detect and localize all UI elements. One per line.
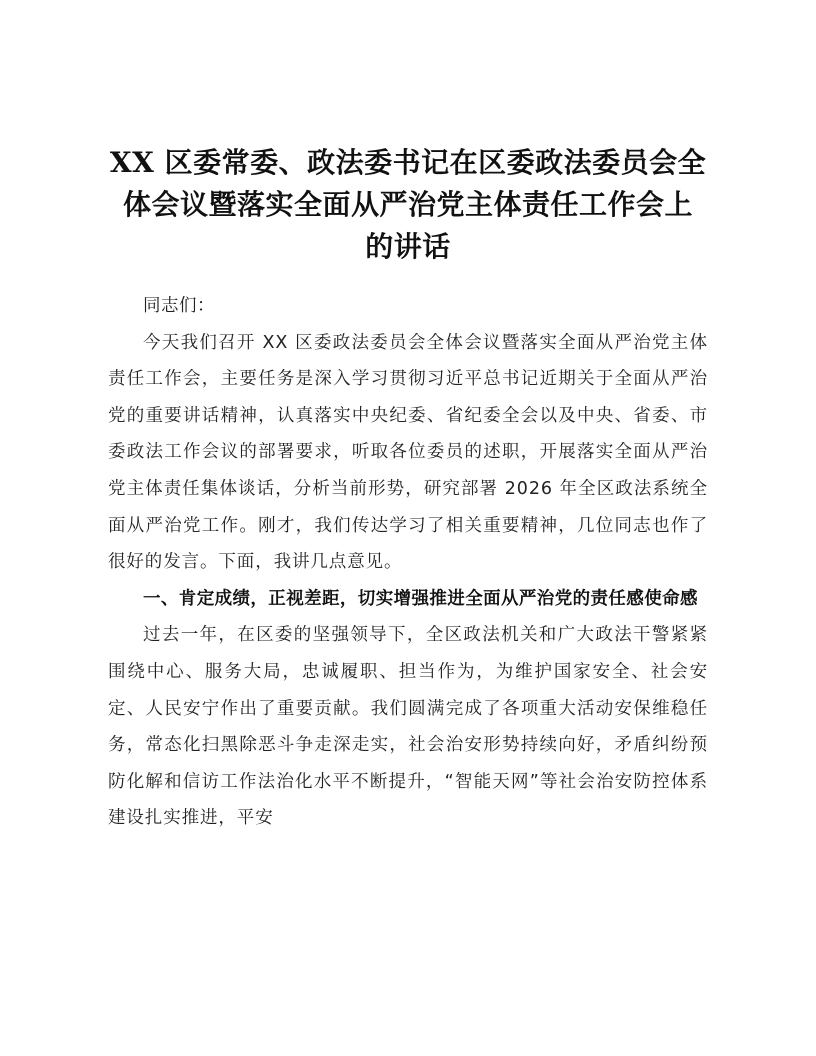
- title-line-3: 的讲话: [365, 230, 451, 263]
- salutation: 同志们：: [143, 296, 215, 316]
- paragraph-intro: 今天我们召开 XX 区委政法委员会全体会议暨落实全面从严治党主体责任工作会，主要任务是深入学习贯彻习近平总书记近期关于全面从严治党的重要讲话精神，认真落实中央纪委、省纪委全会以及中央、省委、市委政法工作会议的部署要求，听取各位委员的述职，开展落实全面从严治党主体责任集体谈话，分析当前形势，研究部署 2026 年全区政法系统全面从严治党工作。刚才，我们传达学习了相关重要精神，几位同志也作了很好的发言。下面，我讲几点意见。: [108, 332, 708, 573]
- title-line-2: 体会议暨落实全面从严治党主体责任工作会上: [122, 188, 693, 221]
- title-line-1: XX 区委常委、政法委书记在区委政法委员会全: [109, 146, 707, 179]
- document-body: [108, 288, 708, 837]
- paragraph-achievements: 过去一年，在区委的坚强领导下，全区政法机关和广大政法干警紧紧围绕中心、服务大局，忠诚履职、担当作为，为维护国家安全、社会安定、人民安宁作出了重要贡献。我们圆满完成了各项重大活动安保维稳任务，常态化扫黑除恶斗争走深走实，社会治安形势持续向好，矛盾纠纷预防化解和信访工作法治化水平不断提升，“智能天网”等社会治安防控体系建设扎实推进，平安: [108, 625, 708, 829]
- section-heading-1: 一、肯定成绩，正视差距，切实增强推进全面从严治党的责任感使命感: [143, 588, 698, 609]
- document-title: [96, 142, 720, 268]
